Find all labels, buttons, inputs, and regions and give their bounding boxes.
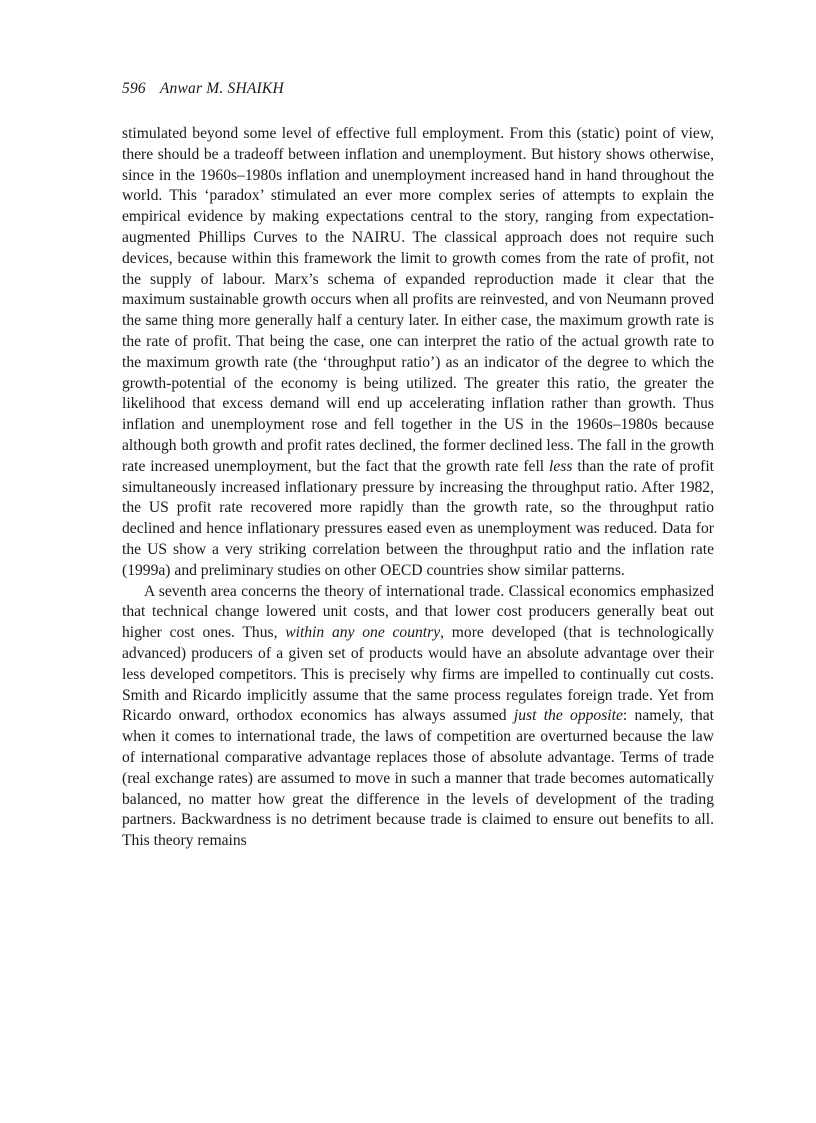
paragraph-1-text: stimulated beyond some level of effective full employment. From this (static) point of view, there should be a tradeoff between inflation and unemployment. But history shows otherwise, since in the 1960s–1980s inflation and unemployment increased hand in hand throughout the world. This ‘paradox’ stimulated an ever more complex series of attempts to explain the empirical evidence by making expectations central to the story, ranging from expectation-augmented Phillips Curves to the NAIRU. The classical approach does not require such devices, because within this framework the limit to growth comes from the rate of profit, not the supply of labour. Marx’s schema of expanded reproduction made it clear that the maximum sustainable growth occurs when all profits are reinvested, and von Neumann proved the same thing more generally half a century later. In either case, the maximum growth rate is the rate of profit. That being the case, one can interpret the ratio of the actual growth rate to the maximum growth rate (the ‘throughput ratio’) as an indicator of the degree to which the growth-potential of the economy is being utilized. The greater this ratio, the greater the likelihood that excess demand will end up accelerating inflation rather than growth. Thus inflation and unemployment rose and fell together in the US in the 1960s–1980s because although both growth and profit rates declined, the former declined less. The fall in the growth rate increased unemployment, but the fact that the growth rate fell: [122, 125, 714, 475]
paragraph-2-text-final: : namely, that when it comes to international trade, the laws of competition are overturned because the law of international comparative advantage replaces those of absolute advantage. Terms of trade (real exchange rates) are assumed to move in such a manner that trade becomes automatically balanced, no matter how great the difference in the levels of development of the trading partners. Backwardness is no detriment because trade is claimed to ensure out benefits to all. This theory remains: [122, 707, 714, 850]
paragraph-1-text-continued: than the rate of profit simultaneously increased inflationary pressure by increasing the throughput ratio. After 1982, the US profit rate recovered more rapidly than the growth rate, so the throughput ratio declined and hence inflationary pressures eased even as unemployment was reduced. Data for the US show a very striking correlation between the throughput ratio and the inflation rate (1999a) and preliminary studies on other OECD countries show similar patterns.: [122, 457, 714, 579]
emphasis-less: less: [549, 457, 573, 475]
running-head: [122, 78, 714, 100]
paragraph-2-text: A seventh area concerns the theory of international trade. Classical economics emphasized that technical change lowered unit costs, and that lower cost producers generally beat out higher cost ones. Thus,: [122, 582, 714, 642]
body-paragraph-2: [122, 582, 714, 852]
book-page: [122, 78, 714, 852]
paragraph-2-text-continued: , more developed (that is technologically advanced) producers of a given set of products would have an absolute advantage over their less developed competitors. This is precisely why firms are impelled to continually cut costs. Smith and Ricardo implicitly assume that the same process regulates foreign trade. Yet from Ricardo onward, orthodox economics has always assumed: [122, 624, 714, 725]
emphasis-just-the-opposite: just the opposite: [513, 707, 623, 725]
running-head-author: Anwar M. SHAIKH: [159, 80, 284, 97]
page-number: 596: [122, 80, 146, 97]
emphasis-within-any-one-country: within any one country: [285, 624, 441, 642]
body-paragraph-1: [122, 124, 714, 582]
